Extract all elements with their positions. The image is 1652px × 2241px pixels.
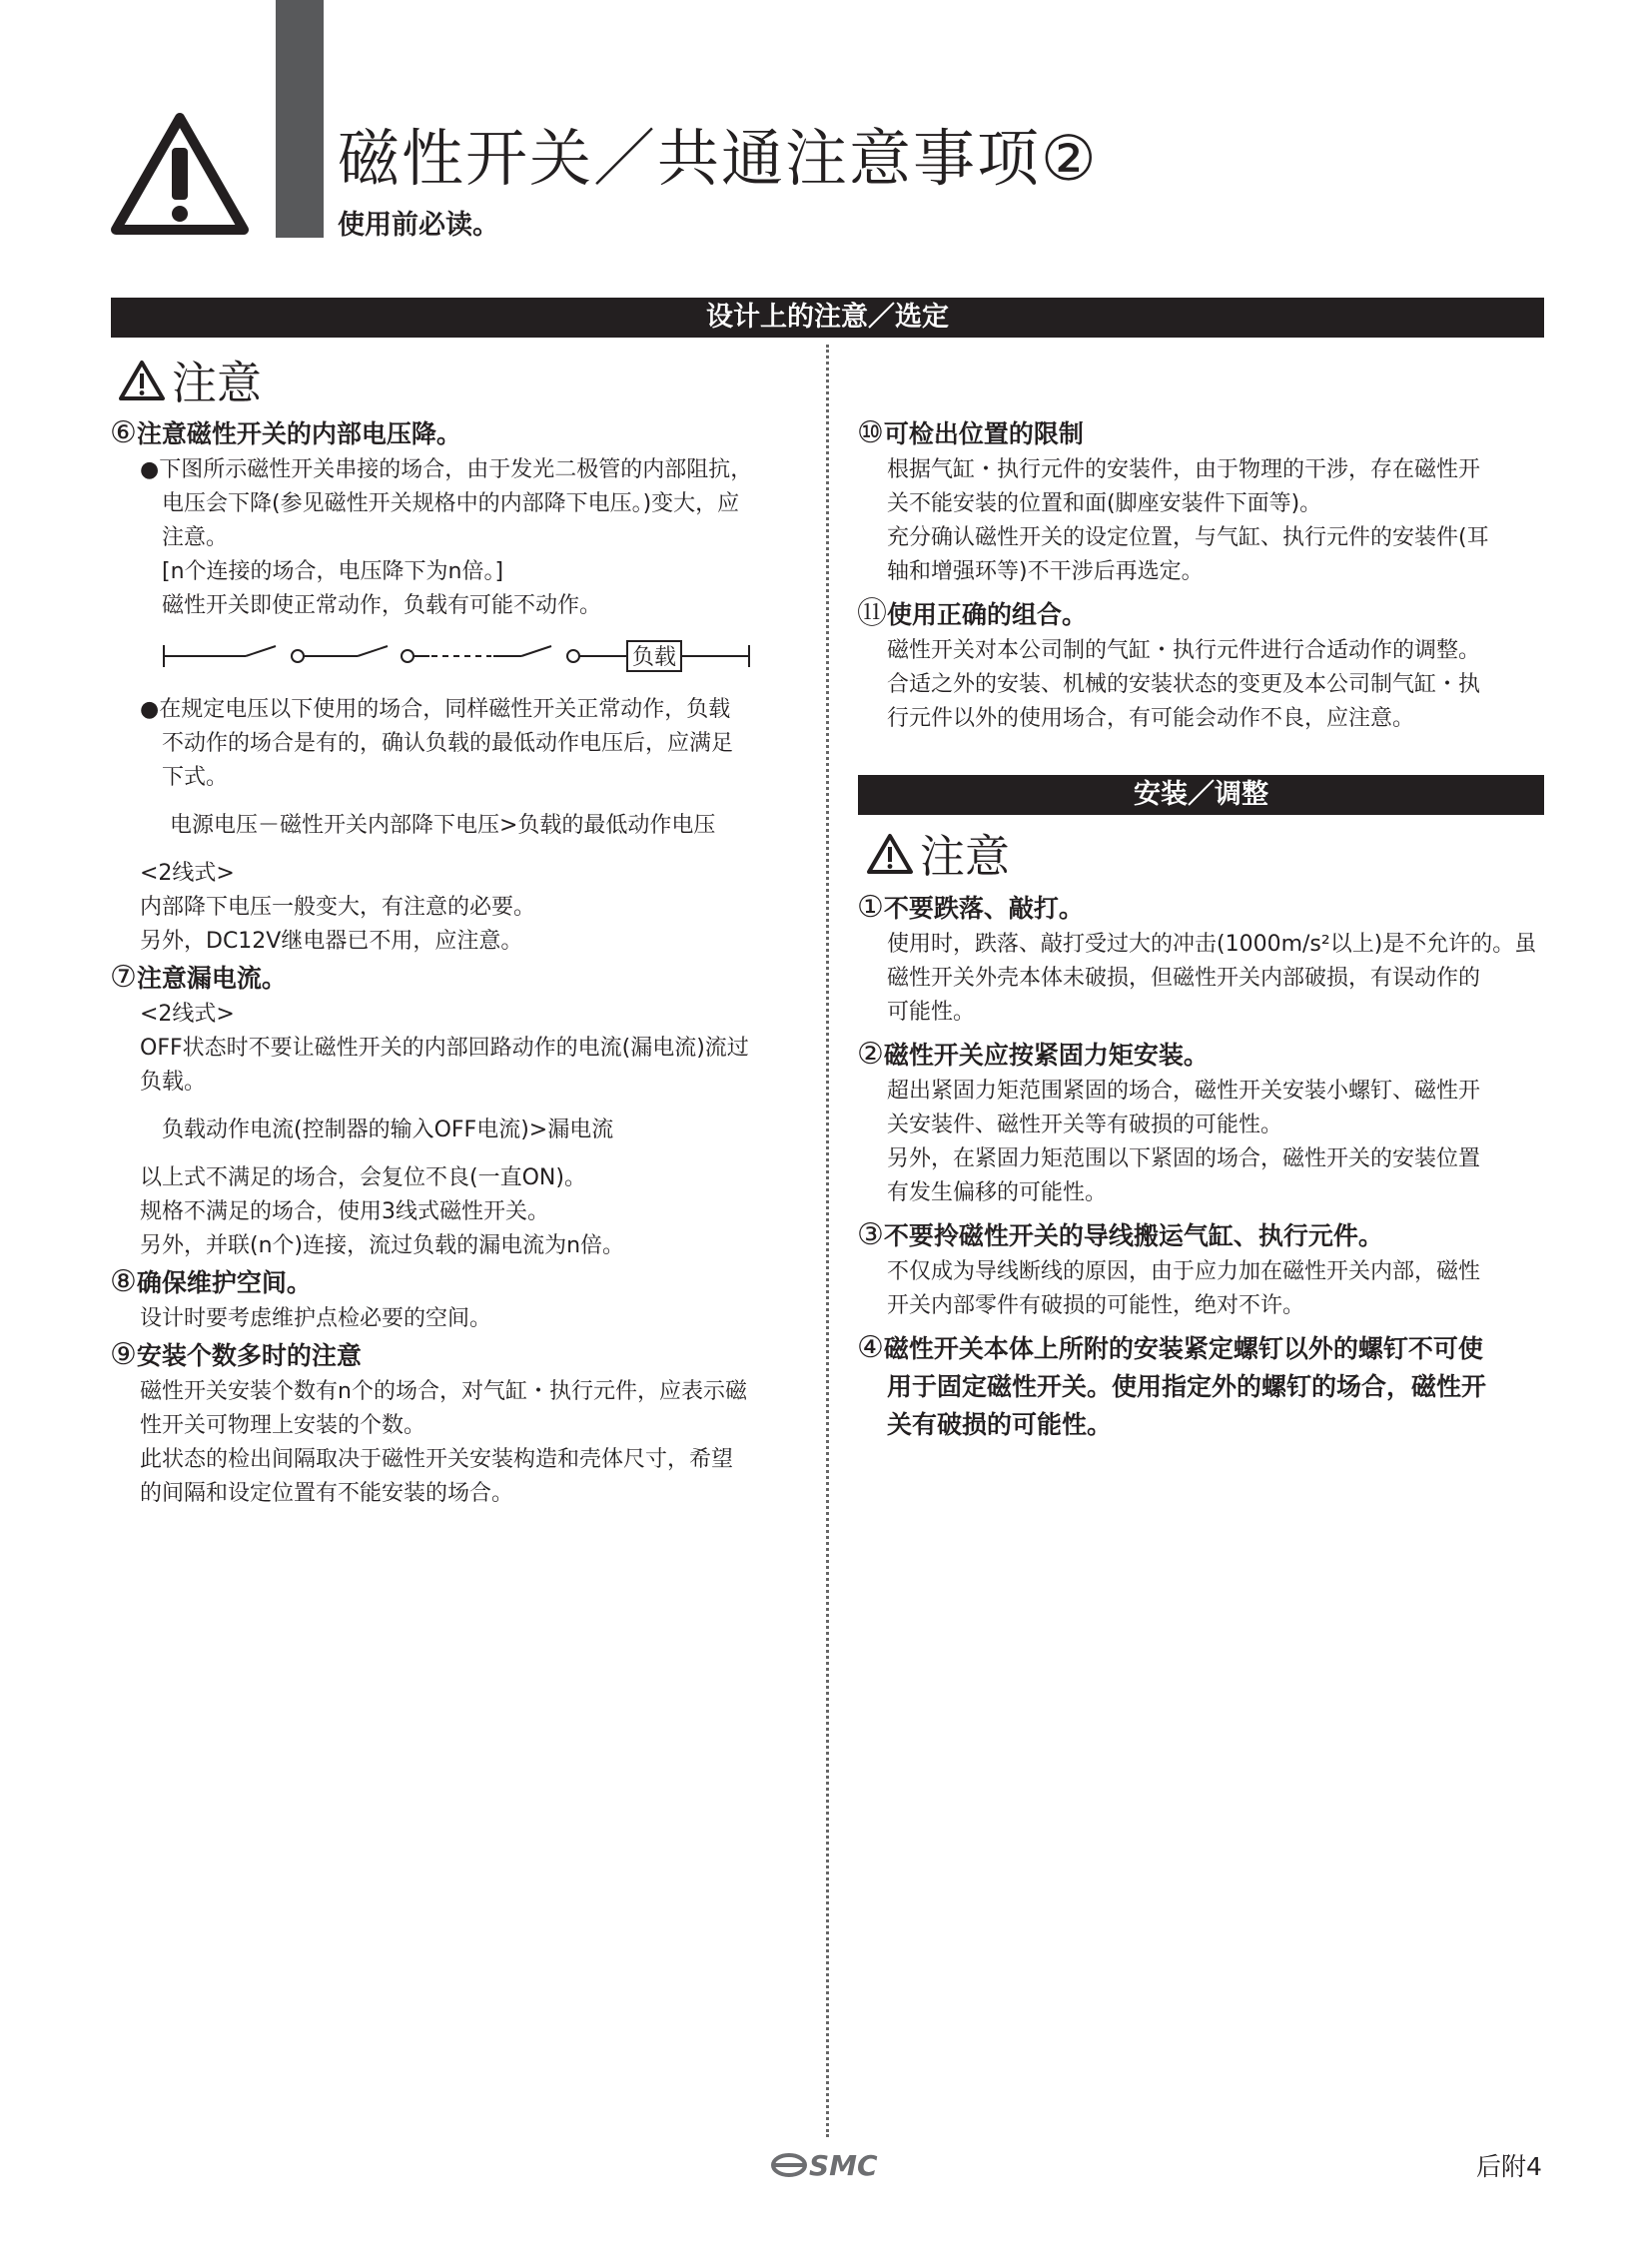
- install-item-2-text: 关安装件、磁性开关等有破损的可能性。: [887, 1113, 1283, 1137]
- two-wire-label: <2线式>: [140, 861, 235, 886]
- column-divider: [826, 345, 829, 2137]
- item-11-text: 合适之外的安装、机械的安装状态的变更及本公司制气缸・执: [887, 672, 1481, 697]
- item-6-text: 下式。: [162, 765, 229, 790]
- item-6-text: 注意。: [162, 525, 229, 550]
- caution-label: 注意: [172, 357, 263, 409]
- install-item-2-text: 有发生偏移的可能性。: [887, 1180, 1108, 1205]
- section-header-design: 设计上的注意／选定: [111, 298, 1544, 338]
- caution-icon: [866, 833, 914, 875]
- item-11-text: 行元件以外的使用场合，有可能会动作不良，应注意。: [887, 706, 1415, 731]
- page-number: 后附4: [1476, 2152, 1542, 2181]
- install-item-2-text: 另外，在紧固力矩范围以下紧固的场合，磁性开关的安装位置: [887, 1146, 1481, 1171]
- install-item-1-text: 使用时，跌落、敲打受过大的冲击(1000m/s²以上)是不允许的。虽: [887, 932, 1537, 957]
- item-7-text: 以上式不满足的场合，会复位不良(一直ON)。: [140, 1165, 586, 1190]
- smc-logo: [769, 2143, 889, 2187]
- logo-text: SMC: [809, 2149, 878, 2182]
- series-circuit-diagram: [160, 631, 799, 683]
- page-title: 磁性开关／共通注意事项②: [338, 122, 1099, 195]
- item-9-heading: ⑨安装个数多时的注意: [110, 1337, 362, 1372]
- item-7-text: 负载。: [140, 1070, 207, 1095]
- section-header-install: 安装／调整: [858, 775, 1544, 815]
- formula: 电源电压－磁性开关内部降下电压>负载的最低动作电压: [170, 813, 716, 838]
- warning-triangle-icon: [110, 110, 250, 238]
- item-6-text: [n个连接的场合，电压降下为n倍。]: [162, 559, 504, 584]
- left-column: [110, 414, 799, 1511]
- install-item-4-heading-line: 关有破损的可能性。: [887, 1410, 1113, 1439]
- item-8-text: 设计时要考虑维护点检必要的空间。: [140, 1306, 492, 1331]
- install-item-2-heading: ②磁性开关应按紧固力矩安装。: [857, 1037, 1209, 1072]
- page-subtitle: 使用前必读。: [338, 210, 499, 241]
- item-6-text: 不动作的场合是有的，确认负载的最低动作电压后，应满足: [162, 731, 734, 756]
- item-6-text: ●在规定电压以下使用的场合，同样磁性开关正常动作，负载: [140, 697, 731, 722]
- item-9-text: 性开关可物理上安装的个数。: [140, 1413, 426, 1438]
- load-label: 负载: [631, 645, 677, 670]
- caution-heading-right: [866, 830, 1011, 883]
- item-11-text: 磁性开关对本公司制的气缸・执行元件进行合适动作的调整。: [887, 638, 1481, 663]
- item-10-text: 根据气缸・执行元件的安装件，由于物理的干涉，存在磁性开: [887, 457, 1481, 482]
- item-6-text: 磁性开关即使正常动作，负载有可能不动作。: [162, 593, 602, 618]
- install-item-2-text: 超出紧固力矩范围紧固的场合，磁性开关安装小螺钉、磁性开: [887, 1079, 1481, 1104]
- item-9-text: 磁性开关安装个数有n个的场合，对气缸・执行元件，应表示磁: [140, 1379, 747, 1404]
- install-item-4-heading-line: 用于固定磁性开关。使用指定外的螺钉的场合，磁性开: [887, 1372, 1487, 1401]
- install-item-3-text: 不仅成为导线断线的原因，由于应力加在磁性开关内部，磁性: [887, 1259, 1481, 1284]
- install-item-1-text: 磁性开关外壳本体未破损，但磁性开关内部破损，有误动作的: [887, 966, 1481, 991]
- item-7-text: 规格不满足的场合，使用3线式磁性开关。: [140, 1199, 549, 1224]
- item-7-heading: ⑦注意漏电流。: [110, 960, 287, 995]
- two-wire-label: <2线式>: [140, 1002, 235, 1027]
- item-10-text: 充分确认磁性开关的设定位置，与气缸、执行元件的安装件(耳: [887, 525, 1489, 550]
- item-7-text: 另外，并联(n个)连接，流过负载的漏电流为n倍。: [140, 1233, 625, 1258]
- install-item-3-heading: ③不要拎磁性开关的导线搬运气缸、执行元件。: [857, 1217, 1383, 1252]
- formula: 负载动作电流(控制器的输入OFF电流)>漏电流: [162, 1118, 614, 1142]
- title-accent-bar: [276, 0, 324, 238]
- caution-heading-left: [118, 357, 263, 409]
- install-item-4-heading: ④磁性开关本体上所附的安装紧定螺钉以外的螺钉不可使: [857, 1330, 1483, 1365]
- item-6-text: 另外，DC12V继电器已不用，应注意。: [140, 929, 523, 954]
- item-11-heading: ⑪使用正确的组合。: [857, 596, 1088, 631]
- item-10-text: 关不能安装的位置和面(脚座安装件下面等)。: [887, 491, 1322, 516]
- caution-label: 注意: [920, 830, 1011, 883]
- item-10-text: 轴和增强环等)不干涉后再选定。: [887, 559, 1204, 584]
- item-9-text: 的间隔和设定位置有不能安装的场合。: [140, 1481, 514, 1506]
- right-column: [857, 414, 1556, 736]
- caution-icon: [118, 360, 166, 401]
- item-6-text: ●下图所示磁性开关串接的场合，由于发光二极管的内部阻抗，: [140, 457, 753, 482]
- item-10-heading: ⑩可检出位置的限制: [857, 415, 1084, 450]
- install-item-1-text: 可能性。: [887, 1000, 976, 1025]
- item-6-heading: ⑥注意磁性开关的内部电压降。: [110, 415, 461, 450]
- right-install-column: [857, 889, 1556, 1444]
- install-item-1-heading: ①不要跌落、敲打。: [857, 890, 1084, 925]
- item-6-text: 内部降下电压一般变大，有注意的必要。: [140, 895, 536, 920]
- install-item-3-text: 开关内部零件有破损的可能性，绝对不许。: [887, 1293, 1305, 1318]
- item-7-text: OFF状态时不要让磁性开关的内部回路动作的电流(漏电流)流过: [140, 1036, 749, 1061]
- item-8-heading: ⑧确保维护空间。: [110, 1264, 312, 1299]
- item-6-text: 电压会下降(参见磁性开关规格中的内部降下电压。)变大，应: [162, 491, 740, 516]
- item-9-text: 此状态的检出间隔取决于磁性开关安装构造和壳体尺寸，希望: [140, 1447, 734, 1472]
